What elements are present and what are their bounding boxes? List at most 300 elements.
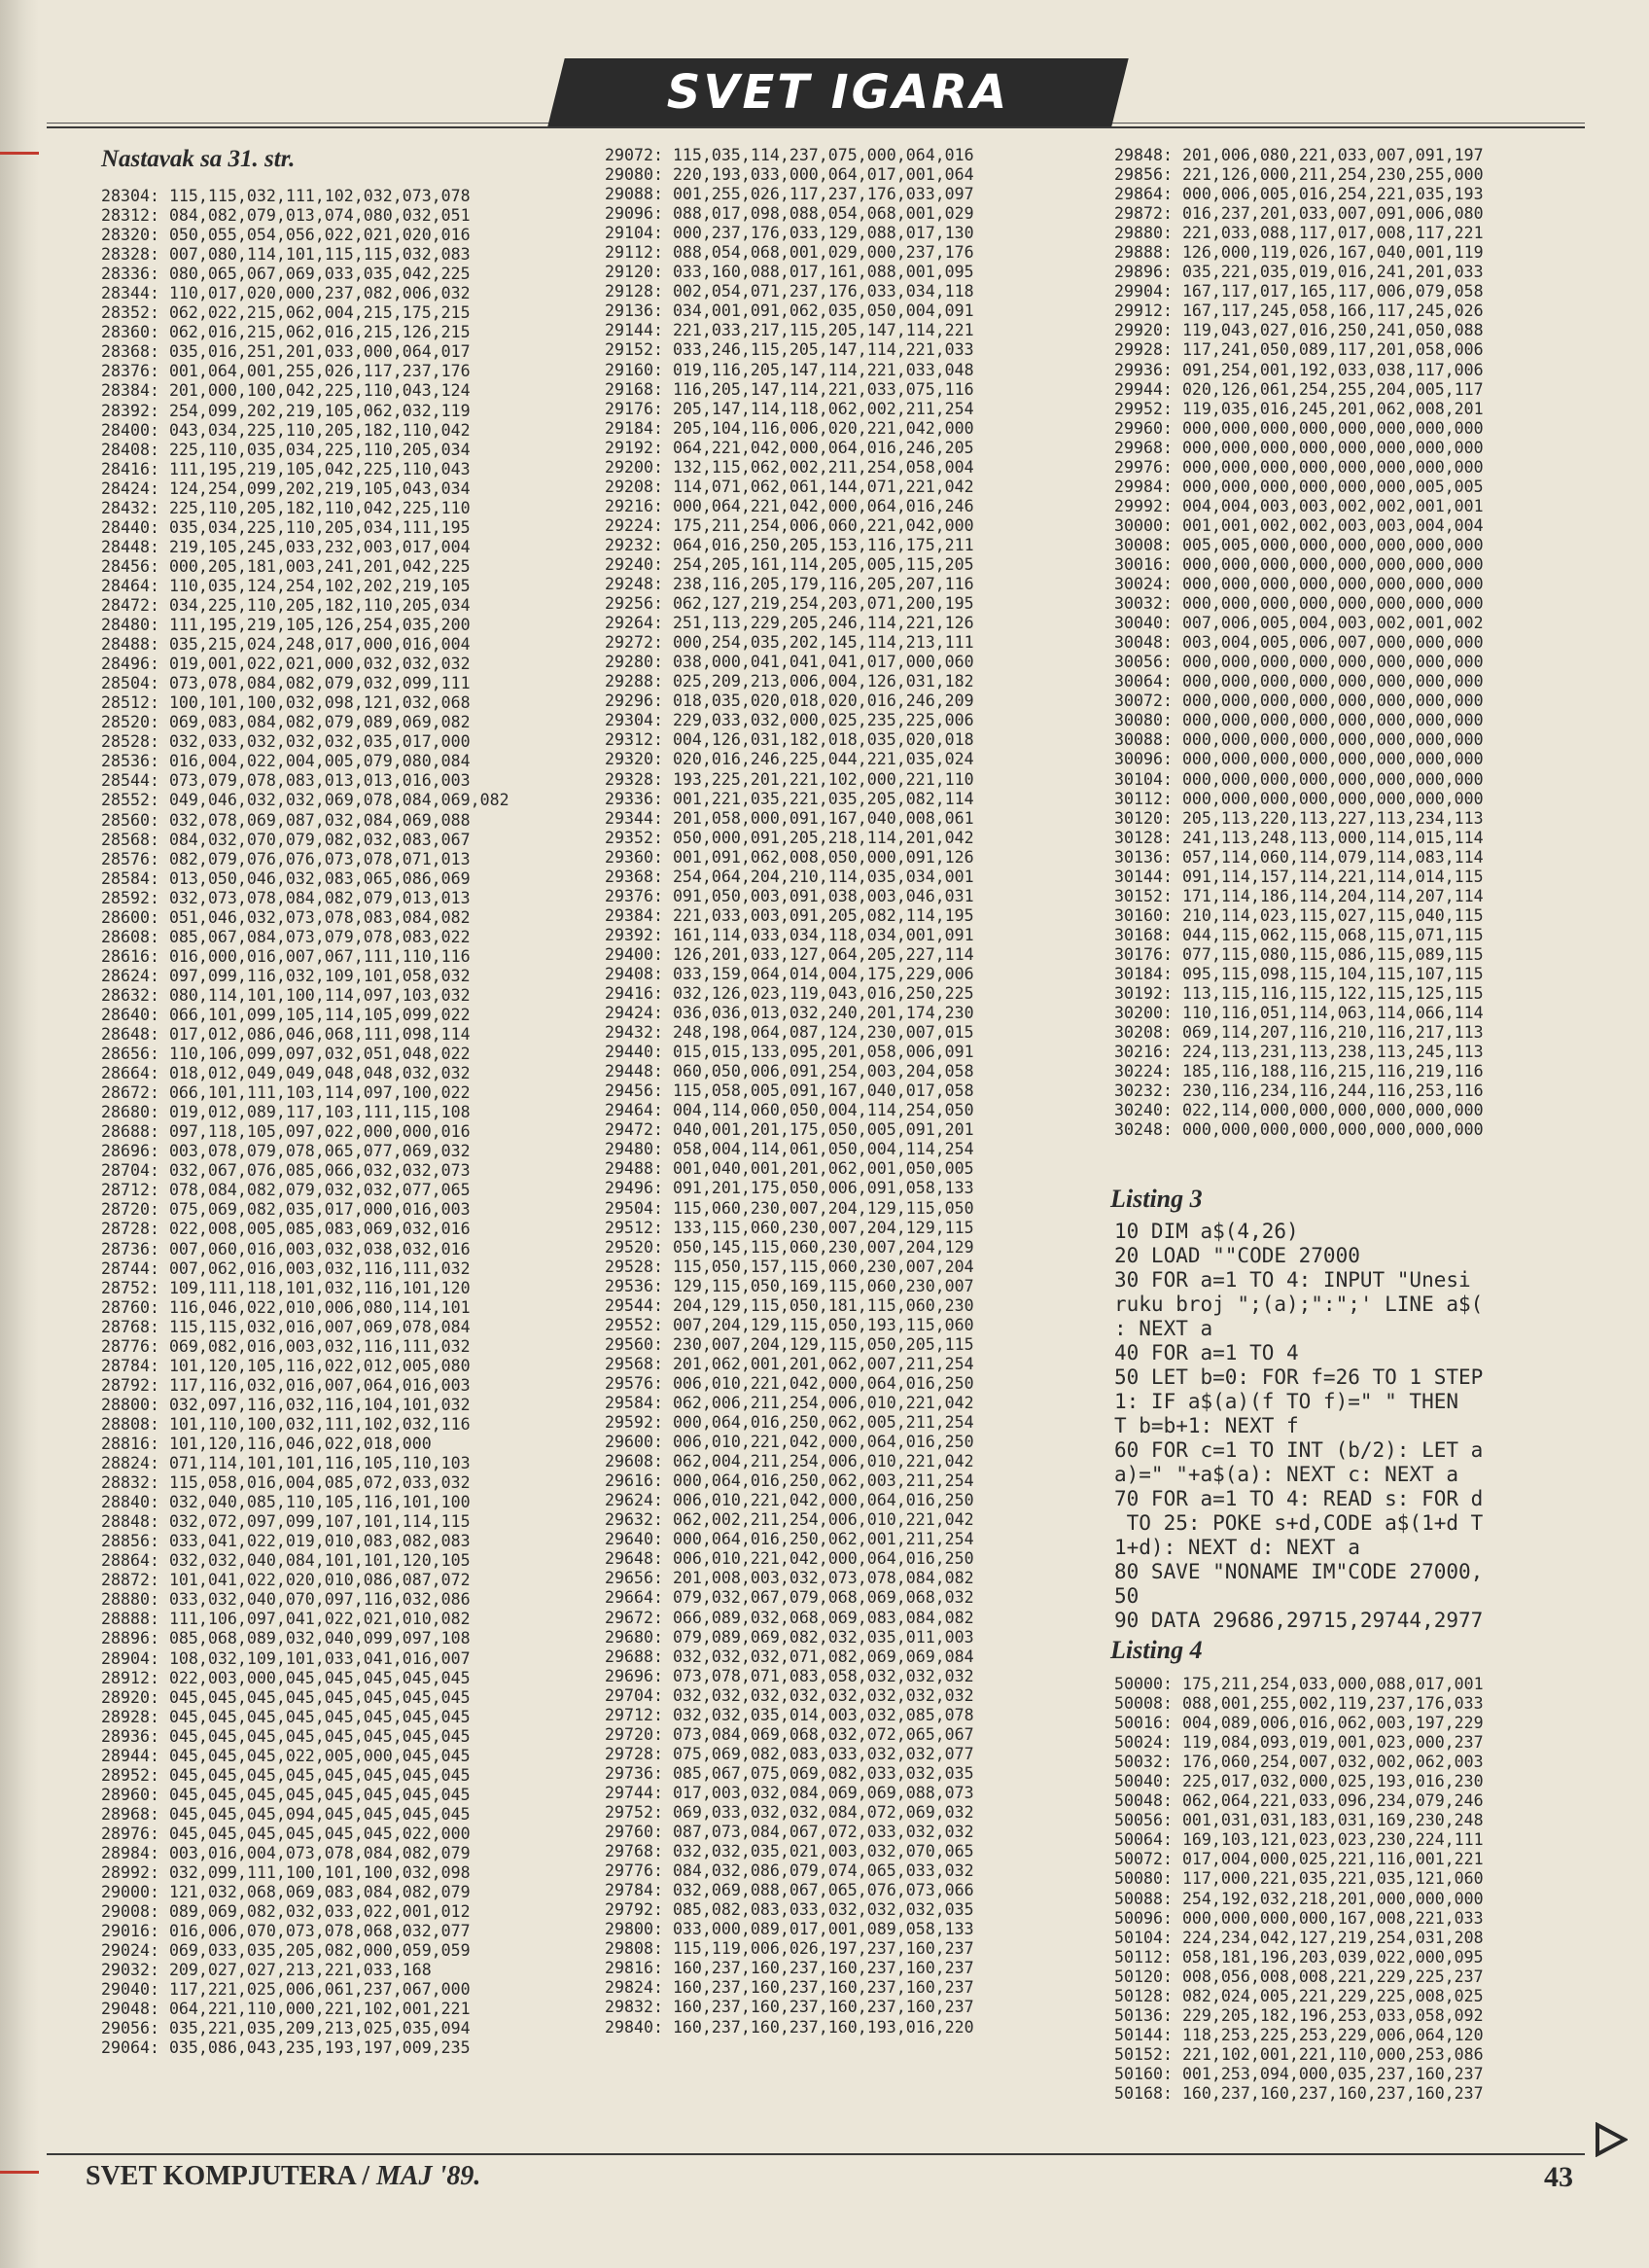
dump-row	[101, 1337, 509, 1357]
dump-address: 29280:	[605, 653, 663, 672]
dump-row	[605, 1549, 974, 1569]
dump-address: 28568:	[101, 830, 159, 849]
dump-bytes: 109,111,118,101,032,116,101,120	[158, 1278, 471, 1297]
dump-address: 29488:	[605, 1159, 663, 1179]
dump-address: 29128:	[605, 282, 663, 301]
dump-row	[1114, 1987, 1484, 2006]
dump-row	[101, 323, 509, 342]
dump-address: 28424:	[101, 478, 159, 498]
dump-row	[605, 1120, 974, 1140]
dump-address: 29352:	[605, 828, 663, 847]
dump-bytes: 115,050,157,115,060,230,007,204	[662, 1257, 974, 1276]
dump-address: 29936:	[1114, 360, 1173, 379]
dump-bytes: 117,221,025,006,061,237,067,000	[158, 1980, 471, 2000]
dump-address: 29584:	[605, 1394, 663, 1412]
dump-address: 29448:	[605, 1062, 663, 1081]
dump-bytes: 229,033,032,000,025,235,225,006	[662, 711, 974, 730]
dump-address: 28816:	[101, 1435, 159, 1453]
dump-bytes: 088,017,098,088,054,068,001,029	[662, 204, 974, 224]
dump-row	[605, 1471, 974, 1491]
dump-row	[1114, 1772, 1484, 1791]
dump-row	[101, 771, 509, 791]
dump-address: 29048:	[101, 2000, 159, 2019]
dump-bytes: 036,036,013,032,240,201,174,230	[662, 1004, 974, 1023]
dump-address: 29920:	[1114, 321, 1173, 340]
dump-row	[605, 1686, 974, 1706]
dump-address: 50080:	[1114, 1869, 1173, 1889]
dump-row	[1114, 1753, 1484, 1772]
dump-row	[605, 1569, 974, 1588]
dump-row	[101, 635, 509, 655]
dump-address: 28672:	[101, 1083, 159, 1103]
dump-bytes: 033,160,088,017,161,088,001,095	[662, 263, 974, 282]
dump-address: 29224:	[605, 515, 663, 535]
dump-row	[101, 245, 509, 265]
dump-address: 29576:	[605, 1373, 663, 1393]
dump-address: 28616:	[101, 946, 159, 966]
dump-row	[1114, 1062, 1484, 1081]
dump-address: 28520:	[101, 713, 159, 732]
dump-bytes: 116,046,022,010,006,080,114,101	[158, 1297, 471, 1317]
hex-dump-column-1	[101, 187, 509, 2059]
dump-row	[101, 967, 509, 986]
dump-row	[1114, 1714, 1484, 1733]
dump-row	[101, 1688, 509, 1708]
dump-row	[605, 146, 974, 165]
dump-address: 28344:	[101, 284, 159, 303]
dump-bytes: 117,000,221,035,221,035,121,060	[1172, 1869, 1484, 1889]
dump-address: 28960:	[101, 1785, 159, 1804]
dump-row	[605, 1433, 974, 1452]
dump-bytes: 000,000,000,000,000,000,000,000	[1172, 418, 1484, 438]
dump-row	[101, 1610, 509, 1629]
dump-bytes: 007,006,005,004,003,002,001,002	[1172, 614, 1484, 633]
section-title: SVET IGARA	[666, 65, 1010, 120]
dump-row	[101, 1786, 509, 1805]
dump-bytes: 097,118,105,097,022,000,000,016	[158, 1122, 471, 1142]
dump-bytes: 101,041,022,020,010,086,087,072	[158, 1571, 471, 1590]
dump-address: 29232:	[605, 535, 663, 554]
dump-bytes: 097,099,116,032,109,101,058,032	[158, 966, 471, 985]
dump-address: 29880:	[1114, 224, 1173, 243]
dump-row	[101, 1512, 509, 1532]
dump-row	[605, 672, 974, 691]
dump-bytes: 000,064,221,042,000,064,016,246	[662, 496, 974, 515]
dump-row	[1114, 1948, 1484, 1967]
dump-row	[605, 185, 974, 204]
dump-address: 28888:	[101, 1610, 159, 1629]
dump-address: 28352:	[101, 303, 159, 323]
dump-row	[605, 1374, 974, 1394]
dump-row	[101, 1083, 509, 1103]
dump-address: 28416:	[101, 459, 159, 478]
dump-bytes: 058,181,196,203,039,022,000,095	[1172, 1947, 1484, 1967]
dump-bytes: 075,069,082,035,017,000,016,003	[158, 1200, 471, 1220]
dump-bytes: 035,086,043,235,193,197,009,235	[158, 2038, 471, 2058]
dump-bytes: 000,000,000,000,167,008,221,033	[1172, 1908, 1484, 1928]
dump-address: 28336:	[101, 265, 159, 284]
dump-bytes: 049,046,032,032,069,078,084,069,082	[158, 791, 509, 810]
dump-bytes: 020,126,061,254,255,204,005,117	[1172, 379, 1484, 399]
dump-row	[605, 653, 974, 672]
dump-bytes: 000,000,000,000,000,000,000,000	[1172, 711, 1484, 730]
dump-row	[605, 1998, 974, 2017]
dump-row	[1114, 1967, 1484, 1987]
dump-address: 29712:	[605, 1705, 663, 1724]
dump-bytes: 167,117,245,058,166,117,245,026	[1172, 301, 1484, 321]
dump-address: 28744:	[101, 1258, 159, 1278]
dump-address: 29976:	[1114, 457, 1173, 477]
page-number: 43	[1544, 2161, 1573, 2193]
dump-bytes: 084,082,079,013,074,080,032,051	[158, 206, 471, 226]
dump-row	[605, 1920, 974, 1939]
dump-row	[605, 809, 974, 829]
dump-bytes: 119,084,093,019,001,023,000,237	[1172, 1733, 1484, 1753]
dump-address: 29112:	[605, 243, 663, 263]
dump-address: 29568:	[605, 1354, 663, 1373]
dump-bytes: 032,032,032,071,082,069,069,084	[662, 1647, 974, 1666]
dump-bytes: 084,032,070,079,082,032,083,067	[158, 830, 471, 849]
dump-row	[1114, 926, 1484, 945]
dump-bytes: 225,110,035,034,225,110,205,034	[158, 440, 471, 459]
dump-address: 29592:	[605, 1413, 663, 1433]
dump-address: 28680:	[101, 1103, 159, 1122]
footer-rule	[47, 2153, 1585, 2155]
dump-address: 29432:	[605, 1023, 663, 1043]
dump-address: 28320:	[101, 226, 159, 245]
dump-row	[101, 1883, 509, 1902]
dump-address: 29648:	[605, 1549, 663, 1569]
dump-address: 28640:	[101, 1005, 159, 1024]
dump-row	[101, 1590, 509, 1610]
dump-address: 29472:	[605, 1120, 663, 1140]
dump-bytes: 062,002,211,254,006,010,221,042	[662, 1510, 974, 1530]
dump-address: 29416:	[605, 984, 663, 1004]
dump-row	[605, 1004, 974, 1023]
dump-address: 29456:	[605, 1081, 663, 1101]
dump-row	[101, 1863, 509, 1883]
dump-row	[1114, 1733, 1484, 1753]
dump-address: 30128:	[1114, 828, 1173, 847]
dump-row	[101, 1279, 509, 1298]
hex-dump-listing-4	[1114, 1675, 1484, 2104]
dump-row	[1114, 614, 1484, 633]
dump-address: 29672:	[605, 1608, 663, 1627]
dump-address: 28704:	[101, 1161, 159, 1181]
dump-row	[605, 790, 974, 809]
dump-bytes: 221,033,088,117,017,008,117,221	[1172, 224, 1484, 243]
dump-address: 28752:	[101, 1278, 159, 1297]
dump-row	[101, 1805, 509, 1825]
dump-row	[101, 1064, 509, 1083]
dump-address: 29440:	[605, 1043, 663, 1062]
dump-bytes: 115,115,032,111,102,032,073,078	[158, 187, 471, 205]
dump-address: 30112:	[1114, 789, 1173, 808]
dump-bytes: 069,114,207,116,210,116,217,113	[1172, 1023, 1484, 1043]
dump-address: 30000:	[1114, 515, 1173, 535]
dump-bytes: 115,119,006,026,197,237,160,237	[662, 1939, 974, 1959]
dump-bytes: 221,126,000,211,254,230,255,000	[1172, 165, 1484, 185]
dump-bytes: 062,022,215,062,004,215,175,215	[158, 303, 471, 323]
dump-row	[101, 1122, 509, 1142]
dump-row	[1114, 400, 1484, 419]
dump-row	[1114, 185, 1484, 204]
dump-row	[101, 947, 509, 967]
dump-bytes: 205,113,220,113,227,113,234,113	[1172, 808, 1484, 828]
dump-address: 28824:	[101, 1454, 159, 1473]
dump-bytes: 069,033,035,205,082,000,059,059	[158, 1941, 471, 1961]
dump-bytes: 089,069,082,032,033,022,001,012	[158, 1902, 471, 1922]
dump-bytes: 017,004,000,025,221,116,001,221	[1172, 1850, 1484, 1869]
dump-row	[1114, 555, 1484, 575]
dump-address: 50096:	[1114, 1908, 1173, 1928]
dump-bytes: 033,159,064,014,004,175,229,006	[662, 964, 974, 983]
dump-row	[101, 1980, 509, 2000]
dump-row	[101, 518, 509, 538]
dump-address: 29136:	[605, 301, 663, 321]
dump-bytes: 018,012,049,049,048,048,032,032	[158, 1064, 471, 1083]
dump-row	[605, 1199, 974, 1219]
dump-row	[605, 1725, 974, 1745]
dump-row	[101, 1103, 509, 1122]
dump-address: 28784:	[101, 1356, 159, 1375]
dump-address: 29240:	[605, 554, 663, 574]
dump-bytes: 032,033,032,032,032,035,017,000	[158, 732, 471, 752]
dump-address: 28504:	[101, 674, 159, 693]
dump-row	[101, 1200, 509, 1220]
dump-row	[605, 1959, 974, 1978]
dump-row	[605, 1588, 974, 1608]
dump-bytes: 032,073,078,084,082,079,013,013	[158, 888, 471, 907]
listing-4-heading: Listing 4	[1110, 1636, 1203, 1664]
dump-bytes: 254,205,161,114,205,005,115,205	[662, 554, 974, 574]
dump-bytes: 108,032,109,101,033,041,016,007	[158, 1648, 471, 1668]
issue-date: MAJ '89.	[375, 2161, 481, 2191]
dump-bytes: 035,221,035,209,213,025,035,094	[158, 2019, 471, 2038]
dump-row	[605, 1335, 974, 1355]
dump-bytes: 073,078,071,083,058,032,032,032	[662, 1666, 974, 1685]
dump-row	[605, 887, 974, 906]
dump-row	[605, 1238, 974, 1258]
dump-row	[605, 1784, 974, 1803]
dump-bytes: 175,211,254,033,000,088,017,001	[1172, 1675, 1484, 1693]
dump-row	[1114, 204, 1484, 224]
dump-bytes: 025,209,213,006,004,126,031,182	[662, 672, 974, 691]
dump-bytes: 032,126,023,119,043,016,250,225	[662, 984, 974, 1004]
dump-bytes: 005,005,000,000,000,000,000,000	[1172, 535, 1484, 554]
dump-bytes: 111,195,219,105,126,254,035,200	[158, 616, 471, 635]
dump-address: 29792:	[605, 1900, 663, 1920]
dump-row	[1114, 419, 1484, 439]
dump-row	[605, 614, 974, 633]
listing-3-code: 10 DIM a$(4,26) 20 LOAD ""CODE 27000 30 FOR a=1 TO 4: INPUT "Unesi ruku broj ";(a);":";' LINE a$( : NEXT a 40 FOR a=1 TO 4 50 LET b=0: FOR f=26 TO 1 STEP 1: IF a$(a)(f TO f)=" " THEN T b=b+1: NEXT f 60 FOR c=1 TO INT (b/2): LET a a)=" "+a$(a): NEXT c: NEXT a 70 FOR a=1 TO 4: READ s: FOR d TO 25: POKE s+d,CODE a$(1+d T 1+d): NEXT d: NEXT a 80 SAVE "NONAME IM"CODE 27000, 50 90 DATA 29686,29715,29744,2977	[1114, 1220, 1484, 1632]
dump-row	[605, 204, 974, 224]
dump-row	[101, 674, 509, 693]
dump-address: 50104:	[1114, 1928, 1173, 1947]
dump-address: 50040:	[1114, 1772, 1173, 1791]
dump-bytes: 124,254,099,202,219,105,043,034	[158, 478, 471, 498]
dump-row	[605, 1900, 974, 1920]
dump-bytes: 091,114,157,114,221,114,014,115	[1172, 867, 1484, 886]
dump-bytes: 045,045,045,045,045,045,045,045	[158, 1785, 471, 1804]
dump-bytes: 161,114,033,034,118,034,001,091	[662, 925, 974, 944]
dump-address: 29032:	[101, 1961, 159, 1980]
dump-bytes: 117,116,032,016,007,064,016,003	[158, 1375, 471, 1395]
dump-bytes: 022,114,000,000,000,000,000,000	[1172, 1101, 1484, 1120]
dump-row	[1114, 1694, 1484, 1714]
dump-row	[605, 478, 974, 497]
dump-bytes: 051,046,032,073,078,083,084,082	[158, 907, 471, 927]
dump-bytes: 007,204,129,115,050,193,115,060	[662, 1315, 974, 1334]
dump-address: 28728:	[101, 1220, 159, 1239]
dump-address: 30008:	[1114, 535, 1173, 554]
dump-bytes: 000,000,000,000,000,000,000,000	[1172, 594, 1484, 614]
dump-bytes: 000,000,000,000,000,000,000,000	[1172, 1120, 1484, 1140]
dump-address: 28464:	[101, 576, 159, 595]
dump-bytes: 032,040,085,110,105,116,101,100	[158, 1493, 471, 1512]
dump-address: 28512:	[101, 693, 159, 713]
dump-row	[605, 282, 974, 301]
dump-bytes: 020,016,246,225,044,221,035,024	[662, 750, 974, 769]
dump-address: 30192:	[1114, 984, 1173, 1004]
dump-address: 29600:	[605, 1433, 663, 1452]
dump-row	[1114, 984, 1484, 1004]
dump-row	[605, 555, 974, 575]
dump-row	[101, 791, 509, 810]
dump-row	[605, 1745, 974, 1764]
dump-bytes: 045,045,045,045,045,045,045,045	[158, 1726, 471, 1746]
dump-row	[605, 1452, 974, 1471]
dump-row	[1114, 691, 1484, 711]
dump-address: 29720:	[605, 1724, 663, 1744]
dump-row	[605, 224, 974, 243]
dump-row	[101, 1376, 509, 1396]
dump-row	[101, 1435, 509, 1454]
dump-row	[1114, 906, 1484, 926]
dump-bytes: 110,035,124,254,102,202,219,105	[158, 576, 471, 595]
dump-row	[605, 1530, 974, 1549]
dump-row	[1114, 321, 1484, 340]
dump-address: 28968:	[101, 1804, 159, 1824]
dump-row	[101, 1415, 509, 1435]
dump-address: 28488:	[101, 635, 159, 655]
dump-address: 28592:	[101, 888, 159, 907]
dump-bytes: 003,016,004,073,078,084,082,079	[158, 1843, 471, 1862]
dump-bytes: 075,069,082,083,033,032,032,077	[662, 1744, 974, 1763]
dump-bytes: 085,067,084,073,079,078,083,022	[158, 927, 471, 946]
dump-bytes: 013,050,046,032,083,065,086,069	[158, 868, 471, 888]
dump-row	[605, 965, 974, 984]
dump-row	[101, 986, 509, 1006]
dump-row	[605, 750, 974, 769]
dump-address: 28440:	[101, 517, 159, 537]
dump-address: 29960:	[1114, 418, 1173, 438]
dump-row	[1114, 809, 1484, 829]
dump-bytes: 069,083,084,082,079,089,069,082	[158, 713, 471, 732]
dump-address: 50008:	[1114, 1694, 1173, 1714]
dump-bytes: 008,056,008,008,221,229,225,237	[1172, 1967, 1484, 1986]
dump-row	[605, 1978, 974, 1998]
dump-bytes: 004,126,031,182,018,035,020,018	[662, 730, 974, 750]
dump-address: 29800:	[605, 1920, 663, 1939]
dump-row	[605, 868, 974, 887]
dump-address: 29872:	[1114, 204, 1173, 224]
dump-address: 28944:	[101, 1746, 159, 1765]
dump-bytes: 071,114,101,101,116,105,110,103	[158, 1454, 471, 1473]
dump-address: 28928:	[101, 1707, 159, 1726]
dump-bytes: 003,078,079,078,065,077,069,032	[158, 1142, 471, 1161]
dump-bytes: 160,237,160,237,160,237,160,237	[662, 1978, 974, 1998]
dump-row	[1114, 439, 1484, 458]
dump-address: 30032:	[1114, 594, 1173, 614]
dump-address: 28832:	[101, 1473, 159, 1493]
dump-bytes: 114,071,062,061,144,071,221,042	[662, 477, 974, 496]
dump-address: 29152:	[605, 340, 663, 360]
dump-bytes: 019,001,022,021,000,032,032,032	[158, 655, 471, 674]
dump-bytes: 209,027,027,213,221,033,168	[158, 1961, 432, 1980]
dump-row	[101, 1708, 509, 1727]
dump-bytes: 057,114,060,114,079,114,083,114	[1172, 847, 1484, 867]
dump-address: 28496:	[101, 655, 159, 674]
dump-row	[605, 1939, 974, 1959]
dump-row	[1114, 1043, 1484, 1062]
dump-address: 50056:	[1114, 1811, 1173, 1830]
dump-address: 30160:	[1114, 905, 1173, 925]
dump-bytes: 201,008,003,032,073,078,084,082	[662, 1569, 974, 1588]
dump-bytes: 129,115,050,169,115,060,230,007	[662, 1276, 974, 1295]
dump-bytes: 230,116,234,116,244,116,253,116	[1172, 1081, 1484, 1101]
dump-bytes: 254,099,202,219,105,062,032,119	[158, 401, 471, 420]
magazine-name: SVET KOMPJUTERA /	[86, 2161, 369, 2191]
dump-row	[101, 1220, 509, 1239]
dump-row	[101, 479, 509, 499]
dump-address: 29512:	[605, 1218, 663, 1237]
dump-row	[101, 811, 509, 831]
dump-bytes: 115,035,114,237,075,000,064,016	[662, 146, 974, 164]
dump-row	[1114, 750, 1484, 769]
dump-address: 30080:	[1114, 711, 1173, 730]
dump-address: 29624:	[605, 1491, 663, 1510]
dump-bytes: 201,000,100,042,225,110,043,124	[158, 381, 471, 401]
dump-address: 29616:	[605, 1471, 663, 1491]
dump-bytes: 000,064,016,250,062,005,211,254	[662, 1413, 974, 1433]
dump-address: 28376:	[101, 362, 159, 381]
dump-address: 29480:	[605, 1140, 663, 1159]
dump-bytes: 176,060,254,007,032,002,062,003	[1172, 1753, 1484, 1772]
dump-bytes: 229,205,182,196,253,033,058,092	[1172, 2005, 1484, 2025]
dump-row	[605, 945, 974, 965]
dump-bytes: 117,241,050,089,117,201,058,006	[1172, 340, 1484, 360]
dump-address: 29408:	[605, 964, 663, 983]
dump-row	[101, 402, 509, 421]
dump-row	[101, 187, 509, 206]
dump-bytes: 015,015,133,095,201,058,006,091	[662, 1043, 974, 1062]
dump-row	[605, 516, 974, 536]
dump-row	[101, 889, 509, 908]
dump-bytes: 185,116,188,116,215,116,219,116	[1172, 1062, 1484, 1081]
dump-row	[101, 1649, 509, 1669]
dump-bytes: 082,079,076,076,073,078,071,013	[158, 849, 471, 868]
dump-address: 29656:	[605, 1569, 663, 1588]
dump-address: 28800:	[101, 1395, 159, 1414]
dump-bytes: 032,032,035,014,003,032,085,078	[662, 1705, 974, 1724]
dump-address: 29064:	[101, 2038, 159, 2058]
dump-row	[1114, 2045, 1484, 2065]
dump-bytes: 016,237,201,033,007,091,006,080	[1172, 204, 1484, 224]
dump-row	[605, 1296, 974, 1316]
dump-address: 29120:	[605, 263, 663, 282]
dump-address: 30048:	[1114, 633, 1173, 653]
